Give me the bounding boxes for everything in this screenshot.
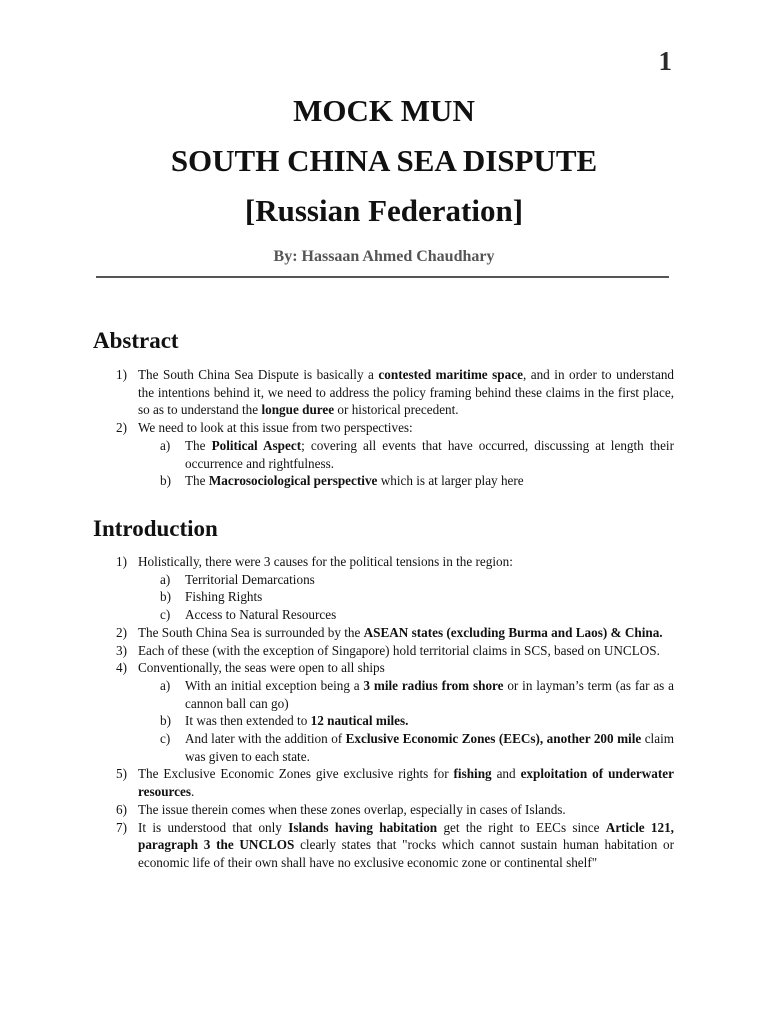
- sub-list-item: c) And later with the addition of Exclusive Economic Zones (EECs), another 200 mile claim was given to each state.: [160, 731, 674, 764]
- sub-list-item: a) With an initial exception being a 3 mile radius from shore or in layman’s term (as far as a cannon ball can go): [160, 677, 674, 711]
- sub-list-item: c) Access to Natural Resources: [160, 607, 337, 623]
- list-item: 2) The South China Sea is surrounded by the ASEAN states (excluding Burma and Laos) & China.: [116, 624, 663, 640]
- list-item: 6) The issue therein comes when these zones overlap, especially in cases of Islands.: [116, 801, 566, 817]
- list-item: 1) Holistically, there were 3 causes for the political tensions in the region:: [116, 554, 513, 569]
- title-line-2: SOUTH CHINA SEA DISPUTE: [170, 143, 598, 178]
- title-line-3: [Russian Federation]: [244, 193, 524, 228]
- introduction-heading: Introduction: [93, 516, 218, 541]
- page-number: 1: [658, 46, 672, 76]
- abstract-heading: Abstract: [93, 328, 179, 353]
- list-item: 4) Conventionally, the seas were open to all ships: [116, 660, 385, 676]
- list-item: 2) We need to look at this issue from two perspectives:: [116, 420, 413, 436]
- list-item: 5) The Exclusive Economic Zones give exclusive rights for fishing and exploitation of underwater resources.: [116, 766, 674, 800]
- sub-list-item: b) Fishing Rights: [160, 589, 263, 605]
- introduction-list: [116, 553, 674, 872]
- title-line-1: MOCK MUN: [293, 93, 475, 128]
- list-item: 1) The South China Sea Dispute is basically a contested maritime space, and in order to understand the intentions behind it, we need to address the policy framing behind these claims in the first place, so as to understand the longue duree or historical precedent.: [116, 367, 675, 418]
- abstract-list: [116, 366, 674, 490]
- sub-list-item: a) The Political Aspect; covering all events that have occurred, discussing at length their occurrence and rightfulness.: [160, 437, 674, 471]
- sub-list-item: b) The Macrosociological perspective which is at larger play here: [160, 473, 524, 489]
- list-item: 3) Each of these (with the exception of Singapore) hold territorial claims in SCS, based on UNCLOS.: [116, 642, 660, 658]
- author-byline: By: Hassaan Ahmed Chaudhary: [273, 248, 495, 265]
- list-item: 7) It is understood that only Islands having habitation get the right to EECs since Article 121, paragraph 3 the UNCLOS clearly states that "rocks which cannot sustain human habitation or economic life of their own shall have no exclusive economic zone or continental shelf": [116, 819, 674, 870]
- title-block: [0, 86, 768, 266]
- horizontal-divider: [96, 276, 669, 278]
- sub-list-item: b) It was then extended to 12 nautical miles.: [160, 713, 409, 729]
- sub-list-item: a) Territorial Demarcations: [160, 571, 315, 587]
